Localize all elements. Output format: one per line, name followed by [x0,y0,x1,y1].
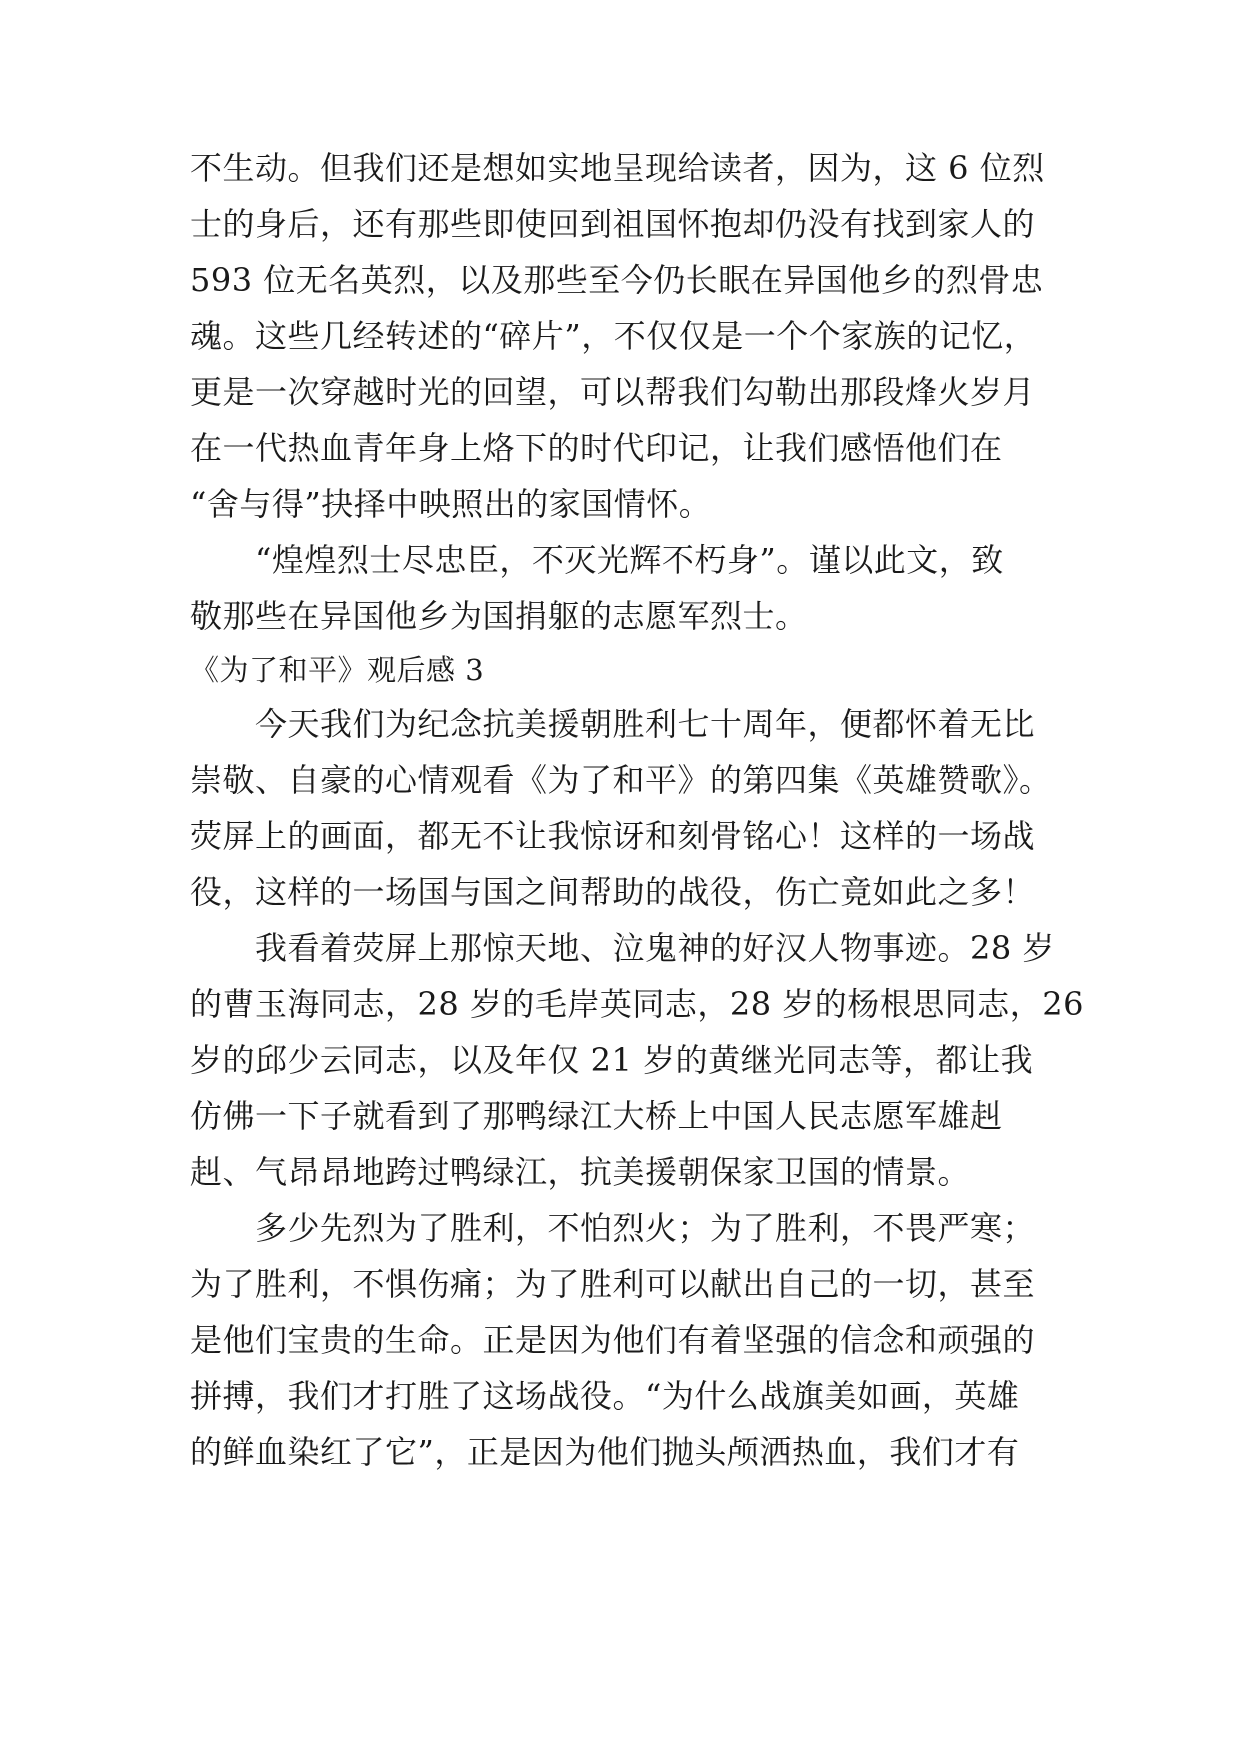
text-line: 的曹玉海同志，28 岁的毛岸英同志，28 岁的杨根思同志，26 [190,985,1085,1023]
text-line: 士的身后，还有那些即使回到祖国怀抱却仍没有找到家人的 [190,205,1036,243]
text-line: 为了胜利，不惧伤痛；为了胜利可以献出自己的一切，甚至 [190,1265,1036,1303]
text-line: 今天我们为纪念抗美援朝胜利七十周年，便都怀着无比 [190,705,1036,743]
text-line: 的鲜血染红了它”，正是因为他们抛头颅洒热血，我们才有 [190,1433,1020,1471]
section-heading: 《为了和平》观后感 3 [190,653,485,687]
text-line: 在一代热血青年身上烙下的时代印记，让我们感悟他们在 [190,429,1003,467]
text-line: 593 位无名英烈，以及那些至今仍长眠在异国他乡的烈骨忠 [190,261,1044,299]
text-line: 多少先烈为了胜利，不怕烈火；为了胜利，不畏严寒； [190,1209,1036,1247]
text-line: 更是一次穿越时光的回望，可以帮我们勾勒出那段烽火岁月 [190,373,1036,411]
text-line: 是他们宝贵的生命。正是因为他们有着坚强的信念和顽强的 [190,1321,1036,1359]
text-line: 我看着荧屏上那惊天地、泣鬼神的好汉人物事迹。28 岁 [190,929,1055,967]
text-line: 仿佛一下子就看到了那鸭绿江大桥上中国人民志愿军雄赳 [190,1097,1003,1135]
text-line: “煌煌烈士尽忠臣，不灭光辉不朽身”。谨以此文，致 [190,541,1004,579]
text-line: 崇敬、自豪的心情观看《为了和平》的第四集《英雄赞歌》。 [190,761,1052,799]
text-line: 役，这样的一场国与国之间帮助的战役，伤亡竟如此之多！ [190,873,1036,911]
text-line: “舍与得”抉择中映照出的家国情怀。 [190,485,712,523]
text-line: 敬那些在异国他乡为国捐躯的志愿军烈士。 [190,597,808,635]
text-line: 魂。这些几经转述的“碎片”，不仅仅是一个个家族的记忆， [190,317,1037,355]
text-line: 不生动。但我们还是想如实地呈现给读者，因为，这 6 位烈 [190,149,1045,187]
text-line: 赳、气昂昂地跨过鸭绿江，抗美援朝保家卫国的情景。 [190,1153,971,1191]
text-line: 拼搏，我们才打胜了这场战役。“为什么战旗美如画，英雄 [190,1377,1020,1415]
text-line: 荧屏上的画面，都无不让我惊讶和刻骨铭心！这样的一场战 [190,817,1036,855]
text-line: 岁的邱少云同志，以及年仅 21 岁的黄继光同志等，都让我 [190,1041,1034,1079]
